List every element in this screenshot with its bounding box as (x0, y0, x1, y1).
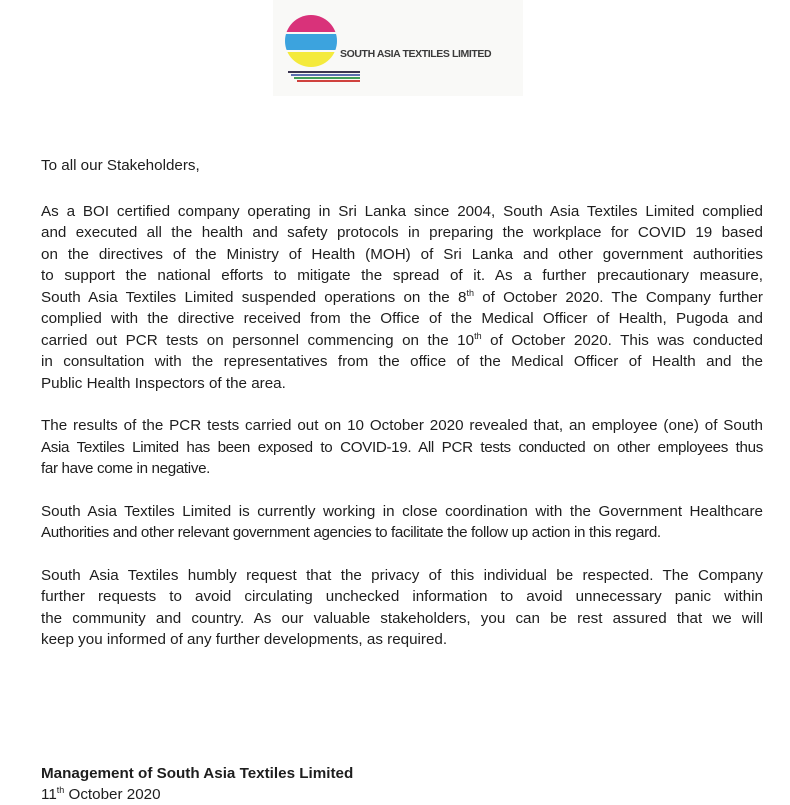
paragraph-line: far have come in negative. (41, 460, 211, 477)
sunrise-circle-logo-icon (285, 15, 337, 67)
paragraph-line: on the directives of the Ministry of Health (MOH) of Sri Lanka and other government authorities (41, 245, 763, 263)
text-fragment: South Asia Textiles Limited suspended operations on the 8 (41, 288, 467, 306)
paragraph-line: Public Health Inspectors of the area. (41, 374, 286, 392)
text-fragment: of October 2020. The Company further (473, 288, 763, 306)
logo-stripe-dark (288, 71, 360, 73)
paragraph-line: Asia Textiles Limited has been exposed to COVID-19. All PCR tests conducted on other employees thus (41, 438, 763, 456)
paragraph-privacy (41, 565, 763, 651)
paragraph-line: The results of the PCR tests carried out on 10 October 2020 revealed that, an employee (one) of South (41, 417, 763, 434)
paragraph-line (41, 287, 763, 309)
paragraph-results (41, 415, 763, 480)
salutation: To all our Stakeholders, (41, 157, 200, 174)
text-fragment: carried out PCR tests on personnel commencing on the 10 (41, 331, 475, 349)
company-logo (273, 0, 523, 96)
paragraph-line: and executed all the health and safety protocols in preparing the workplace for COVID 19 based (41, 224, 763, 241)
logo-band-blue (285, 34, 337, 50)
paragraph-line (41, 330, 763, 352)
paragraph-line: to support the national efforts to mitigate the spread of it. As a further precautionary measure, (41, 267, 763, 284)
ordinal-suffix: th (466, 287, 474, 298)
signature-date (41, 784, 353, 805)
text-fragment: of October 2020. This was conducted (481, 331, 764, 349)
paragraph-line: As a BOI certified company operating in Sri Lanka since 2004, South Asia Textiles Limited complied (41, 202, 763, 220)
logo-stripe-blue (291, 74, 360, 76)
paragraph-line: the community and country. As our valuable stakeholders, you can be rest assured that we will (41, 609, 763, 627)
ordinal-suffix: th (56, 785, 65, 795)
paragraph-line: further requests to avoid circulating unchecked information to avoid unnecessary panic within (41, 588, 763, 605)
logo-stripe-green (294, 77, 360, 79)
letter-body (41, 155, 763, 672)
date-month-year: October 2020 (64, 786, 161, 803)
logo-company-name: SOUTH ASIA TEXTILES LIMITED (340, 48, 492, 60)
logo-band-pink (285, 15, 337, 32)
logo-stripes-icon (288, 71, 360, 85)
paragraph-coordination (41, 501, 763, 544)
signature-block (41, 763, 353, 805)
logo-stripe-red (297, 80, 360, 82)
paragraph-line: complied with the directive received from the Office of the Medical Officer of Health, Pugoda and (41, 310, 763, 327)
paragraph-line: South Asia Textiles Limited is currently working in close coordination with the Government Healthcare (41, 502, 763, 520)
signatory-name: Management of South Asia Textiles Limited (41, 765, 354, 782)
date-day: 11 (41, 786, 57, 803)
paragraph-line: in consultation with the representatives from the office of the Medical Officer of Health and the (41, 353, 763, 370)
paragraph-line: South Asia Textiles humbly request that the privacy of this individual be respected. The Company (41, 566, 763, 584)
logo-band-yellow (285, 52, 337, 67)
paragraph-line: keep you informed of any further developments, as required. (41, 631, 448, 648)
paragraph-line: Authorities and other relevant government agencies to facilitate the follow up action in this regard. (41, 524, 661, 541)
paragraph-precautions (41, 201, 763, 395)
ordinal-suffix: th (474, 330, 482, 341)
